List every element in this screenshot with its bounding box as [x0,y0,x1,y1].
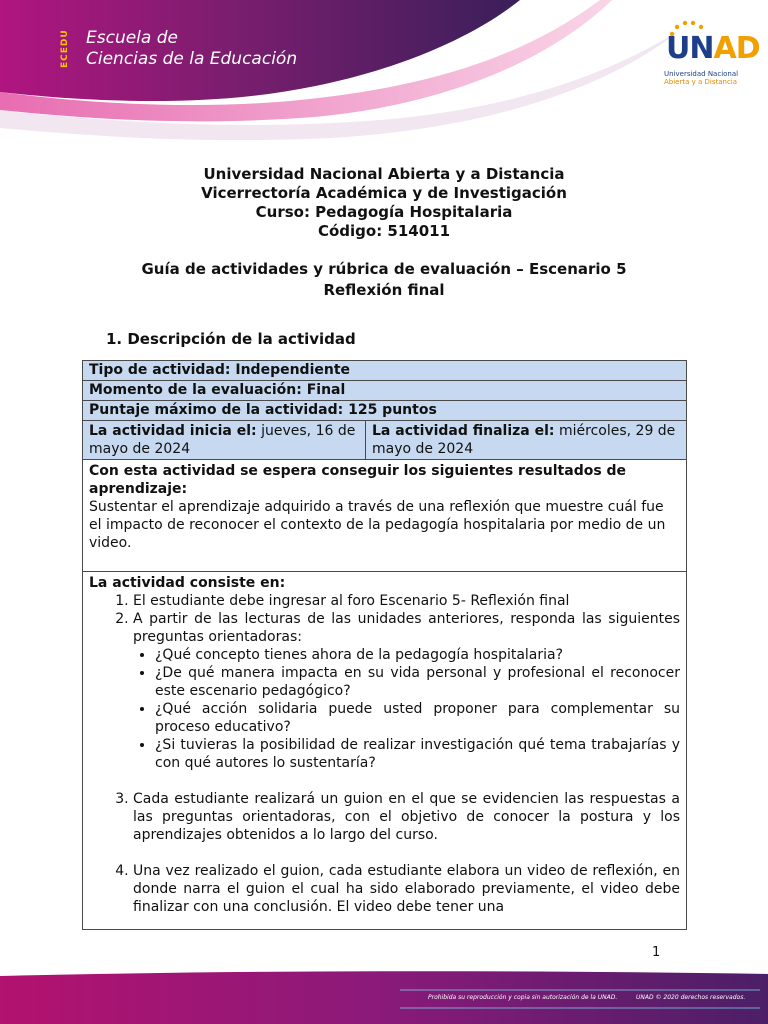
cell-inicia: La actividad inicia el: jueves, 16 de mayo de 2024 [83,421,366,459]
school-name [86,28,297,70]
activity-heading: La actividad consiste en: [89,575,286,591]
list-item: 1. El estudiante debe ingresar al foro Escenario 5- Reflexión final [133,592,680,610]
footer-copyright: UNAD © 2020 derechos reservados. [636,994,746,1001]
results-heading: Con esta actividad se espera conseguir los siguientes resultados de aprendizaje: [89,463,627,497]
school-name-line2: Ciencias de la Educación [86,49,298,69]
list-item: 4. Una vez realizado el guion, cada estudiante elabora un video de reflexión, en donde narra el guion el cual ha sido elaborado previamente, el video debe finalizar con una conclusión. El video debe tener una [133,862,680,916]
row-fechas [83,421,686,460]
list-item: • ¿De qué manera impacta en su vida personal y profesional el reconocer este escenario pedagógico? [155,664,680,700]
row-actividad [83,572,686,916]
list-item: • ¿Qué concepto tienes ahora de la pedagogía hospitalaria? [155,646,680,664]
header-swoosh [0,0,768,140]
row-tipo: Tipo de actividad: Independiente [83,361,686,381]
course-title: Curso: Pedagogía Hospitalaria [255,203,513,221]
list-item: • ¿Qué acción solidaria puede usted proponer para complementar su proceso educativo? [155,700,680,736]
list-item: 3. Cada estudiante realizará un guion en el que se evidencien las respuestas a las preguntas orientadoras, con el objetivo de conocer la postura y los aprendizajes obtenidos a lo largo del curso. [133,790,680,844]
guide-title: Guía de actividades y rúbrica de evaluación – Escenario 5 [141,260,627,278]
page-number: 1 [652,945,661,960]
page-footer [0,968,768,1024]
section-heading: 1. Descripción de la actividad [106,330,356,348]
vicerrectoria-title: Vicerrectoría Académica y de Investigación [201,184,567,202]
cell-finaliza: La actividad finaliza el: miércoles, 29 de mayo de 2024 [372,423,676,457]
row-momento: Momento de la evaluación: Final [83,381,686,401]
logo-wordmark: UNAD [666,31,760,66]
school-name-line1: Escuela de [86,28,178,48]
activity-steps [89,592,680,916]
footer-notice: Prohibida su reproducción y copia sin autorización de la UNAD. [428,994,618,1001]
course-code: Código: 514011 [317,222,451,240]
list-item: 2. A partir de las lecturas de las unidades anteriores, responda las siguientes preguntas orientadoras: • ¿Qué concepto tienes ahora de la pedagogía hospitalaria? • ¿De qué manera impacta en su vida personal y profesional el reconocer este escenario pedagógico? • ¿Qué acción solidaria puede usted proponer para complementar su proceso educativo? • ¿Si tuvieras la posibilidad de realizar investigación qué tema trabajarías y con qué autores lo sustentaría? [133,610,680,772]
unad-logo [660,20,760,90]
row-puntaje: Puntaje máximo de la actividad: 125 puntos [83,401,686,421]
page-header [0,0,768,140]
university-title: Universidad Nacional Abierta y a Distancia [203,165,565,183]
guiding-questions [133,646,680,772]
activity-table [82,360,687,930]
guide-subtitle: Reflexión final [323,281,445,299]
list-item: • ¿Si tuvieras la posibilidad de realizar investigación qué tema trabajarías y con qué autores lo sustentaría? [155,736,680,772]
results-text: Sustentar el aprendizaje adquirido a través de una reflexión que muestre cuál fue el impacto de reconocer el contexto de la pedagogía hospitalaria por medio de un video. [89,499,666,551]
row-resultados [83,460,686,572]
logo-subtitle: Universidad Nacional Abierta y a Distancia [664,70,739,86]
ecedu-tag: ECEDU [60,29,70,69]
